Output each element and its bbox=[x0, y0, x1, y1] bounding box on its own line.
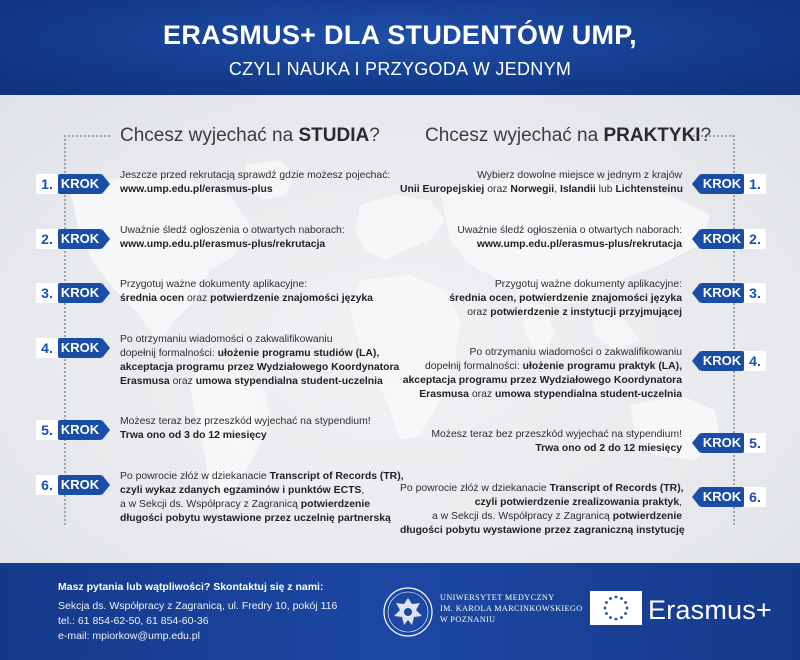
step-text: Po powrocie złóż w dziekanacie bbox=[400, 483, 550, 494]
step-text: Wybierz dowolne miejsce w jednym z krajów bbox=[477, 170, 682, 181]
step-line bbox=[120, 415, 400, 429]
step-text: Uważnie śledź ogłoszenia o otwartych naborach: bbox=[457, 225, 682, 236]
step-line bbox=[400, 169, 682, 183]
step-text-bold: Erasmusa bbox=[120, 376, 170, 387]
contact-email[interactable]: e-mail: mpiorkow@ump.edu.pl bbox=[58, 630, 200, 642]
eu-star-icon bbox=[620, 597, 623, 600]
step-text-bold: umowa stypendialna student-uczelnia bbox=[195, 376, 383, 387]
praktyki-step-1-badge: KROK 1. bbox=[696, 174, 766, 194]
step-text: oraz bbox=[484, 184, 511, 195]
step-line bbox=[400, 183, 682, 197]
step-text: , bbox=[554, 184, 560, 195]
step-line bbox=[400, 510, 682, 524]
studia-step-5-badge: 5. KROK bbox=[36, 420, 106, 440]
contact-phone: tel.: 61 854-62-50, 61 854-60-36 bbox=[58, 615, 209, 627]
eu-star-icon bbox=[605, 601, 608, 604]
step-text: Po otrzymaniu wiadomości o zakwalifikowaniu bbox=[120, 334, 333, 345]
left-dotted-connector bbox=[64, 135, 110, 137]
step-line bbox=[120, 361, 400, 375]
eu-star-icon bbox=[615, 618, 618, 621]
header-banner bbox=[0, 0, 800, 95]
step-text-bold: Erasmusa bbox=[419, 389, 469, 400]
step-text: Przygotuj ważne dokumenty aplikacyjne: bbox=[494, 279, 682, 290]
praktyki-column-title: Chcesz wyjechać na PRAKTYKI? bbox=[425, 125, 712, 146]
step-line bbox=[120, 333, 400, 347]
step-line bbox=[120, 278, 400, 292]
eu-flag-icon bbox=[590, 591, 642, 625]
step-text: Jeszcze przed rekrutacją sprawdź gdzie możesz pojechać: bbox=[120, 170, 391, 181]
step-line bbox=[120, 470, 404, 484]
praktyki-step-6-text bbox=[400, 482, 685, 538]
university-name: UNIWERSYTET MEDYCZNY IM. KAROLA MARCINKOWSKIEGO W POZNANIU bbox=[440, 593, 583, 624]
step-text-bold: Unii Europejskiej bbox=[400, 184, 485, 195]
step-text-bold: potwierdzenie z instytucji przyjmującej bbox=[490, 307, 682, 318]
step-text: oraz bbox=[468, 389, 495, 400]
step-line bbox=[400, 524, 685, 538]
eu-star-icon bbox=[626, 607, 629, 610]
step-line bbox=[400, 278, 682, 292]
studia-step-6-text bbox=[120, 470, 404, 526]
studia-step-1-badge: 1. KROK bbox=[36, 174, 106, 194]
step-line bbox=[120, 238, 400, 252]
step-text-bold: Norwegii bbox=[510, 184, 555, 195]
studia-step-3-badge: 3. KROK bbox=[36, 283, 106, 303]
step-line bbox=[400, 238, 682, 252]
step-text-bold: Transcript of Records (TR), bbox=[549, 483, 684, 494]
step-line bbox=[120, 224, 400, 238]
step-text-bold: ułożenie programu studiów (LA), bbox=[217, 348, 380, 359]
step-text: dopełnij formalności: bbox=[425, 361, 523, 372]
praktyki-step-2-text bbox=[400, 224, 682, 252]
step-line bbox=[400, 306, 682, 320]
university-seal-icon bbox=[382, 586, 434, 638]
step-line bbox=[120, 512, 400, 526]
contact-question: Masz pytania lub wątpliwości? Skontaktuj się z nami: bbox=[58, 581, 324, 593]
praktyki-step-4-text bbox=[400, 346, 682, 402]
step-text-bold: akceptacja programu przez Wydziałowego Koordynatora bbox=[120, 362, 400, 373]
footer bbox=[0, 563, 800, 660]
contact-address: Sekcja ds. Współpracy z Zagranicą, ul. Fredry 10, pokój 116 bbox=[58, 600, 338, 612]
step-text-bold: www.ump.edu.pl/erasmus-plus/rekrutacja bbox=[476, 239, 682, 250]
step-text: Uważnie śledź ogłoszenia o otwartych naborach: bbox=[120, 225, 345, 236]
step-line bbox=[120, 484, 400, 498]
step-text-bold: akceptacja programu przez Wydziałowego Koordynatora bbox=[402, 375, 682, 386]
main-content bbox=[0, 95, 800, 563]
step-text-bold: długości pobytu wystawione przez zagraniczną instytucję bbox=[400, 525, 685, 536]
step-text-bold: ułożenie programu praktyk (LA), bbox=[522, 361, 682, 372]
step-text-bold: średnia ocen bbox=[120, 293, 185, 304]
step-text-bold: www.ump.edu.pl/erasmus-plus/rekrutacja bbox=[120, 239, 326, 250]
step-text: oraz bbox=[184, 293, 211, 304]
eu-star-icon bbox=[605, 612, 608, 615]
step-text: Możesz teraz bez przeszkód wyjechać na stypendium! bbox=[431, 429, 682, 440]
step-line bbox=[400, 442, 682, 456]
step-text-bold: Trwa ono od 3 do 12 miesięcy bbox=[120, 430, 267, 441]
studia-step-2-text bbox=[120, 224, 400, 252]
praktyki-step-3-text bbox=[400, 278, 682, 320]
praktyki-step-2-badge: KROK 2. bbox=[696, 229, 766, 249]
studia-step-2-badge: 2. KROK bbox=[36, 229, 106, 249]
step-line bbox=[120, 498, 400, 512]
praktyki-step-1-text bbox=[400, 169, 682, 197]
step-text: a w Sekcji ds. Współpracy z Zagranicą bbox=[120, 499, 301, 510]
step-text-bold: średnia ocen, potwierdzenie znajomości języka bbox=[449, 293, 682, 304]
studia-step-5-text bbox=[120, 415, 400, 443]
step-text-bold: Islandii bbox=[559, 184, 596, 195]
eu-star-icon bbox=[609, 597, 612, 600]
eu-star-icon bbox=[604, 607, 607, 610]
step-text: Przygotuj ważne dokumenty aplikacyjne: bbox=[120, 279, 308, 290]
step-line bbox=[120, 375, 400, 389]
step-text-bold: długości pobytu wystawione przez uczelnię partnerską bbox=[120, 513, 391, 524]
step-text-bold: Trwa ono od 2 do 12 miesięcy bbox=[535, 443, 682, 454]
step-line bbox=[120, 347, 400, 361]
step-text-bold: www.ump.edu.pl/erasmus-plus bbox=[120, 184, 273, 195]
studia-step-1-text bbox=[120, 169, 400, 197]
eu-star-icon bbox=[624, 612, 627, 615]
step-text: , bbox=[361, 485, 365, 496]
studia-step-3-text bbox=[120, 278, 400, 306]
praktyki-step-5-badge: KROK 5. bbox=[696, 433, 766, 453]
studia-step-4-badge: 4. KROK bbox=[36, 338, 106, 358]
step-text: lub bbox=[595, 184, 616, 195]
step-line bbox=[120, 169, 400, 183]
studia-step-4-text bbox=[120, 333, 400, 389]
eu-star-icon bbox=[615, 596, 618, 599]
step-line bbox=[400, 428, 682, 442]
step-text: a w Sekcji ds. Współpracy z Zagranicą bbox=[431, 511, 613, 522]
step-line bbox=[400, 360, 682, 374]
step-text-bold: umowa stypendialna student-uczelnia bbox=[494, 389, 682, 400]
step-line bbox=[400, 482, 682, 496]
step-text-bold: potwierdzenie bbox=[612, 511, 682, 522]
praktyki-step-3-badge: KROK 3. bbox=[696, 283, 766, 303]
step-text-bold: Transcript of Records (TR), bbox=[269, 471, 404, 482]
step-text: , bbox=[679, 497, 682, 508]
step-line bbox=[400, 496, 682, 510]
eu-star-icon bbox=[620, 616, 623, 619]
step-text-bold: czyli potwierdzenie zrealizowania praktyk bbox=[474, 497, 680, 508]
step-text: oraz bbox=[169, 376, 196, 387]
step-text: Po powrocie złóż w dziekanacie bbox=[120, 471, 270, 482]
eu-star-icon bbox=[609, 616, 612, 619]
step-text-bold: Lichtensteinu bbox=[615, 184, 683, 195]
step-line bbox=[120, 429, 400, 443]
step-line bbox=[400, 374, 682, 388]
step-line bbox=[400, 388, 682, 402]
page-subtitle: CZYLI NAUKA I PRZYGODA W JEDNYM bbox=[228, 59, 572, 79]
step-line bbox=[120, 183, 400, 197]
step-text: dopełnij formalności: bbox=[120, 348, 218, 359]
step-line bbox=[120, 292, 400, 306]
eu-star-icon bbox=[624, 601, 627, 604]
step-text-bold: potwierdzenie znajomości języka bbox=[210, 293, 373, 304]
praktyki-step-6-badge: KROK 6. bbox=[696, 487, 766, 507]
erasmus-plus-logo: Erasmus+ bbox=[648, 595, 772, 625]
praktyki-step-5-text bbox=[400, 428, 682, 456]
step-line bbox=[400, 224, 682, 238]
step-line bbox=[400, 346, 682, 360]
studia-step-6-badge: 6. KROK bbox=[36, 475, 106, 495]
step-text: Możesz teraz bez przeszkód wyjechać na stypendium! bbox=[120, 416, 371, 427]
step-text: oraz bbox=[467, 307, 491, 318]
step-text-bold: czyli wykaz zdanych egzaminów i punktów ECTS bbox=[120, 485, 362, 496]
page-title: ERASMUS+ DLA STUDENTÓW UMP, bbox=[163, 20, 637, 50]
step-text: Po otrzymaniu wiadomości o zakwalifikowaniu bbox=[469, 347, 682, 358]
step-line bbox=[400, 292, 682, 306]
studia-column-title: Chcesz wyjechać na STUDIA? bbox=[120, 125, 380, 146]
step-text-bold: potwierdzenie bbox=[300, 499, 371, 510]
praktyki-step-4-badge: KROK 4. bbox=[696, 351, 766, 371]
